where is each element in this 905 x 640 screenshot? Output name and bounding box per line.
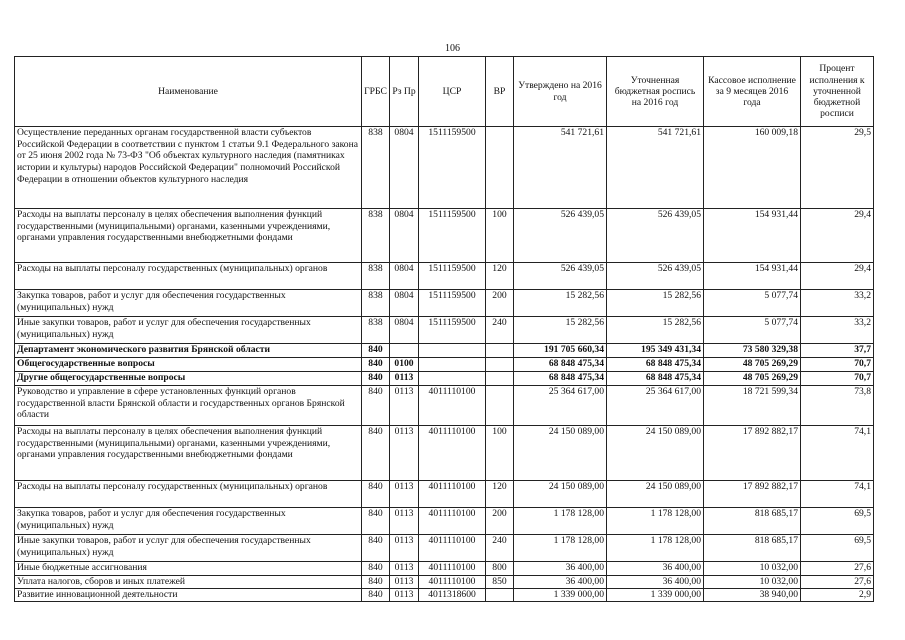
cell-refined: 1 178 128,00 bbox=[607, 508, 704, 535]
cell-cash: 17 892 882,17 bbox=[704, 481, 801, 508]
table-row bbox=[15, 535, 874, 562]
cell-name: Иные закупки товаров, работ и услуг для обеспечения государственных (муниципальных) нужд bbox=[15, 317, 362, 344]
header-csr: ЦСР bbox=[419, 57, 486, 127]
cell-approved: 1 178 128,00 bbox=[514, 508, 607, 535]
cell-approved: 191 705 660,34 bbox=[514, 344, 607, 358]
header-cash: Кассовое исполнение за 9 месяцев 2016 года bbox=[704, 57, 801, 127]
table-row bbox=[15, 358, 874, 372]
cell-grbs: 840 bbox=[362, 386, 390, 426]
cell-csr bbox=[419, 344, 486, 358]
cell-vr: 850 bbox=[486, 576, 514, 589]
cell-vr: 200 bbox=[486, 290, 514, 317]
cell-percent: 69,5 bbox=[801, 508, 874, 535]
cell-cash: 818 685,17 bbox=[704, 535, 801, 562]
table-row bbox=[15, 426, 874, 481]
cell-cash: 160 009,18 bbox=[704, 127, 801, 209]
cell-csr bbox=[419, 372, 486, 386]
cell-vr: 120 bbox=[486, 481, 514, 508]
cell-refined: 1 339 000,00 bbox=[607, 589, 704, 602]
cell-grbs: 840 bbox=[362, 426, 390, 481]
cell-refined: 68 848 475,34 bbox=[607, 372, 704, 386]
cell-grbs: 840 bbox=[362, 508, 390, 535]
table-row bbox=[15, 562, 874, 576]
cell-rzpr: 0113 bbox=[390, 589, 419, 602]
cell-grbs: 840 bbox=[362, 576, 390, 589]
cell-cash: 10 032,00 bbox=[704, 562, 801, 576]
cell-name: Расходы на выплаты персоналу в целях обеспечения выполнения функций государственными (муниципальными) органами, казенными учреждениями, органами управления государственными внебюджетными фондами bbox=[15, 426, 362, 481]
cell-name: Расходы на выплаты персоналу в целях обеспечения выполнения функций государственными (муниципальными) органами, казенными учреждениями, органами управления государственными внебюджетными фондами bbox=[15, 209, 362, 263]
cell-name: Департамент экономического развития Брянской области bbox=[15, 344, 362, 358]
header-vr: ВР bbox=[486, 57, 514, 127]
cell-name: Расходы на выплаты персоналу государственных (муниципальных) органов bbox=[15, 481, 362, 508]
header-refined: Уточненная бюджетная роспись на 2016 год bbox=[607, 57, 704, 127]
cell-rzpr: 0804 bbox=[390, 317, 419, 344]
cell-rzpr: 0113 bbox=[390, 481, 419, 508]
cell-approved: 15 282,56 bbox=[514, 317, 607, 344]
cell-csr bbox=[419, 358, 486, 372]
cell-refined: 526 439,05 bbox=[607, 263, 704, 290]
cell-refined: 68 848 475,34 bbox=[607, 358, 704, 372]
cell-cash: 154 931,44 bbox=[704, 263, 801, 290]
cell-percent: 2,9 bbox=[801, 589, 874, 602]
cell-vr bbox=[486, 344, 514, 358]
cell-cash: 38 940,00 bbox=[704, 589, 801, 602]
cell-percent: 70,7 bbox=[801, 358, 874, 372]
cell-approved: 541 721,61 bbox=[514, 127, 607, 209]
cell-grbs: 840 bbox=[362, 481, 390, 508]
table-body bbox=[15, 127, 874, 602]
cell-percent: 74,1 bbox=[801, 426, 874, 481]
cell-approved: 15 282,56 bbox=[514, 290, 607, 317]
cell-rzpr: 0113 bbox=[390, 508, 419, 535]
cell-approved: 68 848 475,34 bbox=[514, 358, 607, 372]
cell-grbs: 840 bbox=[362, 358, 390, 372]
cell-approved: 25 364 617,00 bbox=[514, 386, 607, 426]
cell-csr: 4011318600 bbox=[419, 589, 486, 602]
cell-rzpr: 0113 bbox=[390, 426, 419, 481]
table-row bbox=[15, 576, 874, 589]
cell-vr: 240 bbox=[486, 535, 514, 562]
header-rzpr: Рз Пр bbox=[390, 57, 419, 127]
cell-refined: 36 400,00 bbox=[607, 562, 704, 576]
cell-vr: 240 bbox=[486, 317, 514, 344]
cell-cash: 10 032,00 bbox=[704, 576, 801, 589]
cell-rzpr: 0804 bbox=[390, 263, 419, 290]
cell-vr: 120 bbox=[486, 263, 514, 290]
cell-grbs: 838 bbox=[362, 317, 390, 344]
cell-csr: 1511159500 bbox=[419, 317, 486, 344]
table-row bbox=[15, 508, 874, 535]
cell-csr: 4011110100 bbox=[419, 576, 486, 589]
cell-grbs: 838 bbox=[362, 127, 390, 209]
cell-grbs: 840 bbox=[362, 589, 390, 602]
cell-refined: 15 282,56 bbox=[607, 317, 704, 344]
cell-rzpr: 0804 bbox=[390, 290, 419, 317]
table-row bbox=[15, 386, 874, 426]
cell-csr: 4011110100 bbox=[419, 508, 486, 535]
cell-csr: 4011110100 bbox=[419, 386, 486, 426]
cell-grbs: 838 bbox=[362, 209, 390, 263]
cell-csr: 4011110100 bbox=[419, 426, 486, 481]
cell-refined: 24 150 089,00 bbox=[607, 426, 704, 481]
cell-csr: 4011110100 bbox=[419, 562, 486, 576]
cell-cash: 154 931,44 bbox=[704, 209, 801, 263]
cell-approved: 526 439,05 bbox=[514, 209, 607, 263]
cell-name: Расходы на выплаты персоналу государственных (муниципальных) органов bbox=[15, 263, 362, 290]
header-approved: Утверждено на 2016 год bbox=[514, 57, 607, 127]
cell-rzpr: 0113 bbox=[390, 386, 419, 426]
table-row bbox=[15, 372, 874, 386]
cell-refined: 24 150 089,00 bbox=[607, 481, 704, 508]
cell-refined: 15 282,56 bbox=[607, 290, 704, 317]
table-row bbox=[15, 290, 874, 317]
cell-vr: 100 bbox=[486, 426, 514, 481]
cell-rzpr: 0804 bbox=[390, 209, 419, 263]
cell-percent: 27,6 bbox=[801, 562, 874, 576]
header-grbs: ГРБС bbox=[362, 57, 390, 127]
table-row bbox=[15, 317, 874, 344]
cell-grbs: 840 bbox=[362, 372, 390, 386]
cell-rzpr: 0100 bbox=[390, 358, 419, 372]
cell-name: Закупка товаров, работ и услуг для обеспечения государственных (муниципальных) нужд bbox=[15, 508, 362, 535]
header-name: Наименование bbox=[15, 57, 362, 127]
cell-name: Осуществление переданных органам государственной власти субъектов Российской Федерации в соответствии с пунктом 1 статьи 9.1 Федерального закона от 25 июня 2002 года № 73-ФЗ "Об объектах культурного наследия (памятниках истории и культуры) народов Российской Федерации" полномочий Российской Федерации в отношении объектов культурного наследия bbox=[15, 127, 362, 209]
cell-rzpr bbox=[390, 344, 419, 358]
cell-grbs: 840 bbox=[362, 535, 390, 562]
cell-approved: 526 439,05 bbox=[514, 263, 607, 290]
cell-percent: 29,5 bbox=[801, 127, 874, 209]
cell-approved: 24 150 089,00 bbox=[514, 426, 607, 481]
cell-name: Иные закупки товаров, работ и услуг для обеспечения государственных (муниципальных) нужд bbox=[15, 535, 362, 562]
table-row bbox=[15, 209, 874, 263]
cell-percent: 37,7 bbox=[801, 344, 874, 358]
table-row bbox=[15, 481, 874, 508]
cell-refined: 541 721,61 bbox=[607, 127, 704, 209]
cell-csr: 1511159500 bbox=[419, 127, 486, 209]
cell-name: Иные бюджетные ассигнования bbox=[15, 562, 362, 576]
cell-name: Уплата налогов, сборов и иных платежей bbox=[15, 576, 362, 589]
cell-name: Руководство и управление в сфере установленных функций органов государственной власти Брянской области и государственных органов Брянской области bbox=[15, 386, 362, 426]
table-row bbox=[15, 344, 874, 358]
cell-cash: 48 705 269,29 bbox=[704, 358, 801, 372]
cell-rzpr: 0113 bbox=[390, 562, 419, 576]
cell-name: Закупка товаров, работ и услуг для обеспечения государственных (муниципальных) нужд bbox=[15, 290, 362, 317]
cell-grbs: 840 bbox=[362, 562, 390, 576]
cell-vr bbox=[486, 358, 514, 372]
cell-refined: 526 439,05 bbox=[607, 209, 704, 263]
cell-name: Развитие инновационной деятельности bbox=[15, 589, 362, 602]
cell-name: Общегосударственные вопросы bbox=[15, 358, 362, 372]
cell-percent: 73,8 bbox=[801, 386, 874, 426]
cell-percent: 70,7 bbox=[801, 372, 874, 386]
cell-refined: 25 364 617,00 bbox=[607, 386, 704, 426]
cell-approved: 24 150 089,00 bbox=[514, 481, 607, 508]
cell-vr: 800 bbox=[486, 562, 514, 576]
cell-grbs: 838 bbox=[362, 263, 390, 290]
cell-percent: 27,6 bbox=[801, 576, 874, 589]
cell-csr: 1511159500 bbox=[419, 290, 486, 317]
cell-vr bbox=[486, 589, 514, 602]
cell-percent: 29,4 bbox=[801, 209, 874, 263]
cell-cash: 48 705 269,29 bbox=[704, 372, 801, 386]
cell-vr: 200 bbox=[486, 508, 514, 535]
cell-name: Другие общегосударственные вопросы bbox=[15, 372, 362, 386]
cell-cash: 5 077,74 bbox=[704, 290, 801, 317]
cell-cash: 17 892 882,17 bbox=[704, 426, 801, 481]
table-row bbox=[15, 127, 874, 209]
cell-refined: 195 349 431,34 bbox=[607, 344, 704, 358]
cell-grbs: 840 bbox=[362, 344, 390, 358]
cell-rzpr: 0113 bbox=[390, 372, 419, 386]
cell-percent: 33,2 bbox=[801, 290, 874, 317]
cell-percent: 33,2 bbox=[801, 317, 874, 344]
cell-percent: 74,1 bbox=[801, 481, 874, 508]
table-row bbox=[15, 589, 874, 602]
cell-percent: 29,4 bbox=[801, 263, 874, 290]
cell-vr bbox=[486, 127, 514, 209]
cell-cash: 73 580 329,38 bbox=[704, 344, 801, 358]
cell-vr bbox=[486, 372, 514, 386]
cell-refined: 36 400,00 bbox=[607, 576, 704, 589]
cell-vr bbox=[486, 386, 514, 426]
header-percent: Процент исполнения к уточненной бюджетной росписи bbox=[801, 57, 874, 127]
cell-cash: 5 077,74 bbox=[704, 317, 801, 344]
cell-vr: 100 bbox=[486, 209, 514, 263]
cell-approved: 1 339 000,00 bbox=[514, 589, 607, 602]
cell-csr: 1511159500 bbox=[419, 209, 486, 263]
cell-rzpr: 0113 bbox=[390, 576, 419, 589]
cell-csr: 4011110100 bbox=[419, 535, 486, 562]
page-number: 106 bbox=[445, 43, 460, 54]
budget-execution-table bbox=[14, 56, 874, 602]
cell-grbs: 838 bbox=[362, 290, 390, 317]
table-header-row bbox=[15, 57, 874, 127]
cell-approved: 36 400,00 bbox=[514, 576, 607, 589]
cell-csr: 1511159500 bbox=[419, 263, 486, 290]
cell-rzpr: 0113 bbox=[390, 535, 419, 562]
cell-cash: 818 685,17 bbox=[704, 508, 801, 535]
cell-approved: 1 178 128,00 bbox=[514, 535, 607, 562]
table-row bbox=[15, 263, 874, 290]
cell-cash: 18 721 599,34 bbox=[704, 386, 801, 426]
cell-approved: 68 848 475,34 bbox=[514, 372, 607, 386]
cell-approved: 36 400,00 bbox=[514, 562, 607, 576]
cell-csr: 4011110100 bbox=[419, 481, 486, 508]
cell-percent: 69,5 bbox=[801, 535, 874, 562]
cell-refined: 1 178 128,00 bbox=[607, 535, 704, 562]
cell-rzpr: 0804 bbox=[390, 127, 419, 209]
